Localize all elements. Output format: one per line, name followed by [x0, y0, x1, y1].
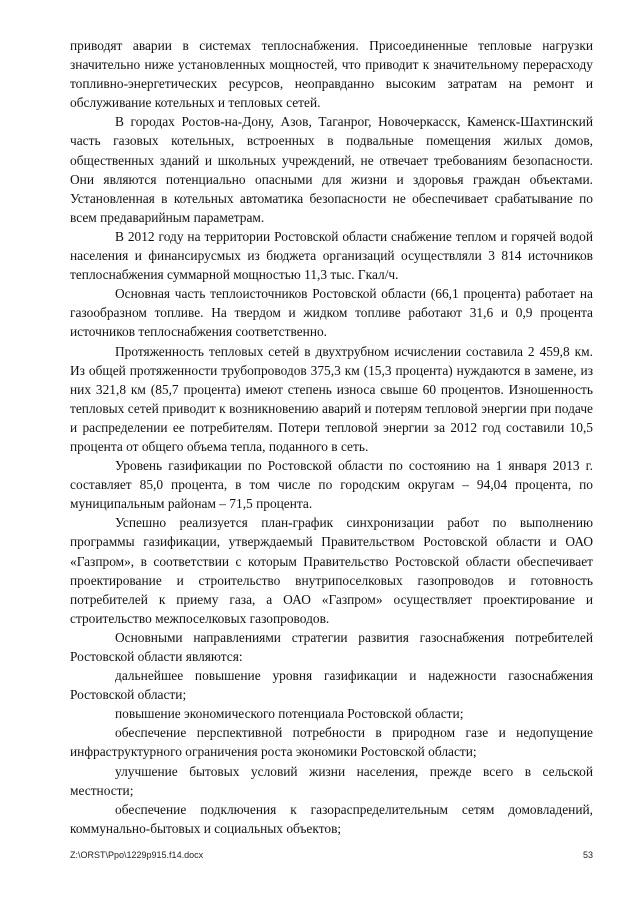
list-item-5: обеспечение подключения к газораспределительным сетям домовладений, коммунально-бытовых и социальных объектов;: [70, 801, 593, 836]
file-path: Z:\ORST\Ppo\1229p915.f14.docx: [70, 850, 204, 860]
list-item-3: обеспечение перспективной потребности в природном газе и недопущение инфраструктурного ограничения роста экономики Ростовской области;: [70, 725, 593, 760]
paragraph-7: Успешно реализуется план-график синхронизации работ по выполнению программы газификации, утверждаемый Правительством Ростовской области и ОАО «Газпром», в соответствии с которым Правительство Ростовской области обеспечивает проектирование и строительство внутрипоселковых газопроводов и готовность потребителей к приему газа, а ОАО «Газпром» осуществляет проектирование и строительство межпоселковых газопроводов.: [70, 515, 593, 626]
paragraph-6: Уровень газификации по Ростовской области по состоянию на 1 января 2013 г. составляет 85,0 процента, в том числе по городским округам – 94,04 процента, по муниципальным районам – 71,5 процента.: [70, 458, 593, 512]
paragraph-1: приводят аварии в системах теплоснабжения. Присоединенные тепловые нагрузки значительно ниже установленных мощностей, что приводит к значительному перерасходу топливно-энергетических ресурсов, неоправданно высоким затратам на ремонт и обслуживание котельных и тепловых сетей.: [70, 38, 593, 111]
paragraph-3: В 2012 году на территории Ростовской области снабжение теплом и горячей водой населения и финансирусмых из бюджета организаций осуществляли 3 814 источников теплоснабжения суммарной мощностью 11,3 тыс. Гкал/ч.: [70, 228, 593, 283]
paragraph-5: Протяженность тепловых сетей в двухтрубном исчислении составила 2 459,8 км. Из общей протяженности трубопроводов 375,3 км (15,3 процента) нуждаются в замене, из них 321,8 км (85,7 процента) имеют степень износа свыше 60 процентов. Изношенность тепловых сетей приводит к возникновению аварий и потерям тепловой энергии при подаче и распределении ее потребителям. Потери тепловой энергии за 2012 год составили 10,5 процента от общего объема тепла, поданного в сеть.: [70, 343, 593, 454]
list-item-2: повышение экономического потенциала Ростовской области;: [115, 706, 464, 722]
list-item-1: дальнейшее повышение уровня газификации и надежности газоснабжения Ростовской области;: [70, 668, 593, 703]
paragraph-2: В городах Ростов-на-Дону, Азов, Таганрог, Новочеркасск, Каменск-Шахтинский часть газовых котельных, встроенных в подвальные помещения жилых домов, общественных зданий и школьных учреждений, не отвечает требованиям безопасности. Они являются потенциально опасными для жизни и здоровья граждан объектами. Установленная в котельных автоматика безопасности не обеспечивает срабатывание по всем предаварийным параметрам.: [70, 114, 593, 225]
paragraph-4: Основная часть теплоисточников Ростовской области (66,1 процента) работает на газообразном топливе. На твердом и жидком топливе работают 31,6 и 0,9 процента источников теплоснабжения соответственно.: [70, 286, 593, 340]
page-number: 53: [582, 850, 593, 860]
list-item-4: улучшение бытовых условий жизни населения, прежде всего в сельской местности;: [70, 763, 593, 798]
paragraph-8: Основными направлениями стратегии развития газоснабжения потребителей Ростовской области являются:: [70, 629, 593, 664]
document-body: [70, 36, 593, 838]
